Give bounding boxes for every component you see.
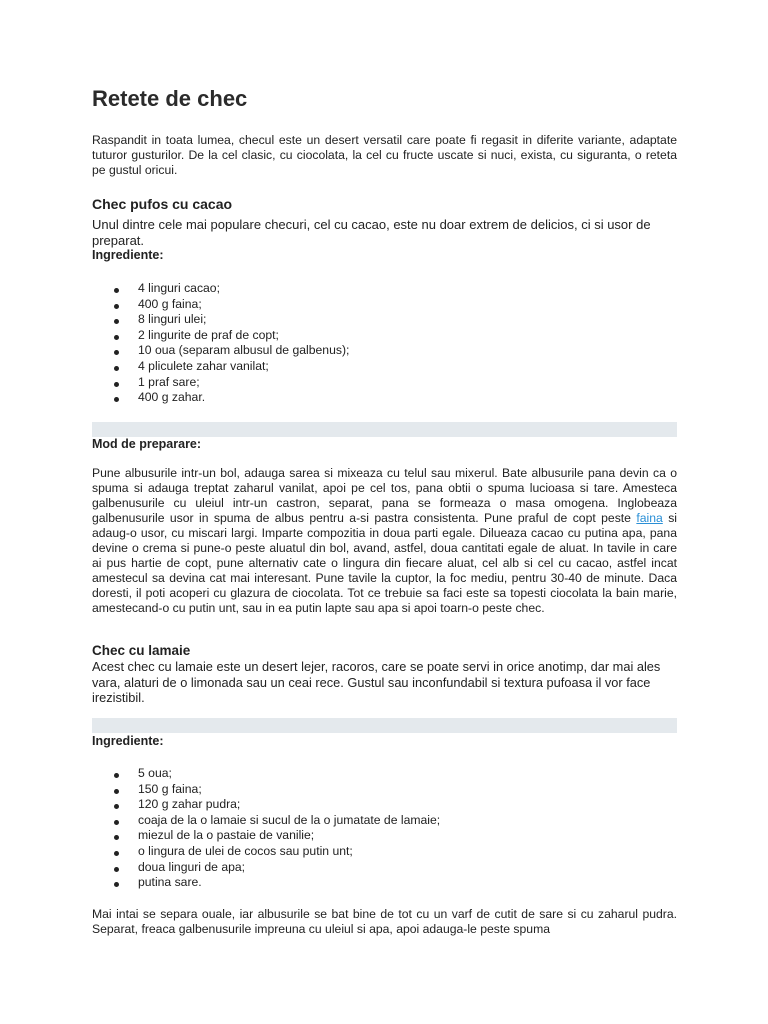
preparation-paragraph-cacao [92, 466, 677, 616]
section-description-lemon: Acest chec cu lamaie este un desert lejer, racoros, care se poate servi in orice anotimp, dar mai ales vara, alaturi de o limonada sau un ceai rece. Gustul sau inconfundabil si textura pufoasa il vor face irezistibil. [92, 659, 661, 706]
section-heading-cacao: Chec pufos cu cacao [92, 196, 233, 212]
list-item: coaja de la o lamaie si sucul de la o jumatate de lamaie; [92, 813, 677, 829]
intro-paragraph: Raspandit in toata lumea, checul este un desert versatil care poate fi regasit in diferite variante, adaptate tuturor gusturilor. De la cel clasic, cu ciocolata, la cel cu fructe uscate si nuci, exista, cu siguranta, o reteta pe gustul oricui. [92, 133, 677, 177]
ingredients-label-cacao: Ingrediente: [92, 248, 164, 262]
list-item: 4 pliculete zahar vanilat; [92, 359, 677, 375]
separator-bar [92, 718, 677, 733]
list-item: putina sare. [92, 875, 677, 891]
preparation-text-end: si adaug-o usor, cu miscari largi. Imparte compozitia in doua parti egale. Dilueaza cacao cu putina apa, pana devine o crema si pune-o peste aluatul din bol, avand, astfel, doua cantitati egale de aluat. In tavile in care ai pus hartie de copt, pune alternativ cate o lingura din fiecare aluat, cel alb si cel cu cacao, astfel incat amestecul sa devina cat mai interesant. Pune tavile la cuptor, la foc mediu, pentru 30-40 de minute. Daca doresti, il poti acoperi cu glazura de ciocolata. Tot ce trebuie sa faci este sa topesti ciocolata la bain marie, amestecand-o cu putin unt, sau in ea putin lapte sau apa si apoi toarn-o peste chec. [92, 511, 677, 615]
list-item: 5 oua; [92, 766, 677, 782]
list-item: miezul de la o pastaie de vanilie; [92, 828, 677, 844]
list-item: 2 lingurite de praf de copt; [92, 328, 677, 344]
list-item: 8 linguri ulei; [92, 312, 677, 328]
preparation-label-cacao: Mod de preparare: [92, 437, 202, 451]
ingredients-label-lemon: Ingrediente: [92, 734, 164, 748]
list-item: doua linguri de apa; [92, 860, 677, 876]
list-item: 4 linguri cacao; [92, 281, 677, 297]
list-item: 1 praf sare; [92, 375, 677, 391]
separator-bar [92, 422, 677, 437]
preparation-text-start: Pune albusurile intr-un bol, adauga sarea si mixeaza cu telul sau mixerul. Bate albusurile pana devin ca o spuma si adauga treptat zaharul vanilat, apoi pe cel tos, pana obtii o spuma lucioasa si tare. Amesteca galbenusurile cu uleiul intr-un castron, separat, pana se formeaza o masa omogena. Inglobeaza galbenusurile usor in spuma de albus pentru a-si pastra consistenta. Pune praful de copt peste [92, 466, 677, 525]
preparation-paragraph-lemon: Mai intai se separa ouale, iar albusurile se bat bine de tot cu un varf de cutit de sare si cu zaharul pudra. Separat, freaca galbenusurile impreuna cu uleiul si apa, apoi adauga-le peste spuma [92, 907, 677, 936]
list-item: 400 g faina; [92, 297, 677, 313]
ingredients-list-cacao [92, 281, 677, 406]
list-item: 120 g zahar pudra; [92, 797, 677, 813]
list-item: o lingura de ulei de cocos sau putin unt; [92, 844, 677, 860]
list-item: 150 g faina; [92, 782, 677, 798]
list-item: 400 g zahar. [92, 390, 677, 406]
section-description-cacao: Unul dintre cele mai populare checuri, cel cu cacao, este nu doar extrem de delicios, ci si usor de preparat. [92, 217, 651, 248]
page-title: Retete de chec [92, 86, 248, 111]
section-heading-lemon: Chec cu lamaie [92, 643, 191, 658]
list-item: 10 oua (separam albusul de galbenus); [92, 343, 677, 359]
ingredients-list-lemon [92, 766, 677, 891]
faina-link[interactable]: faina [636, 511, 663, 525]
